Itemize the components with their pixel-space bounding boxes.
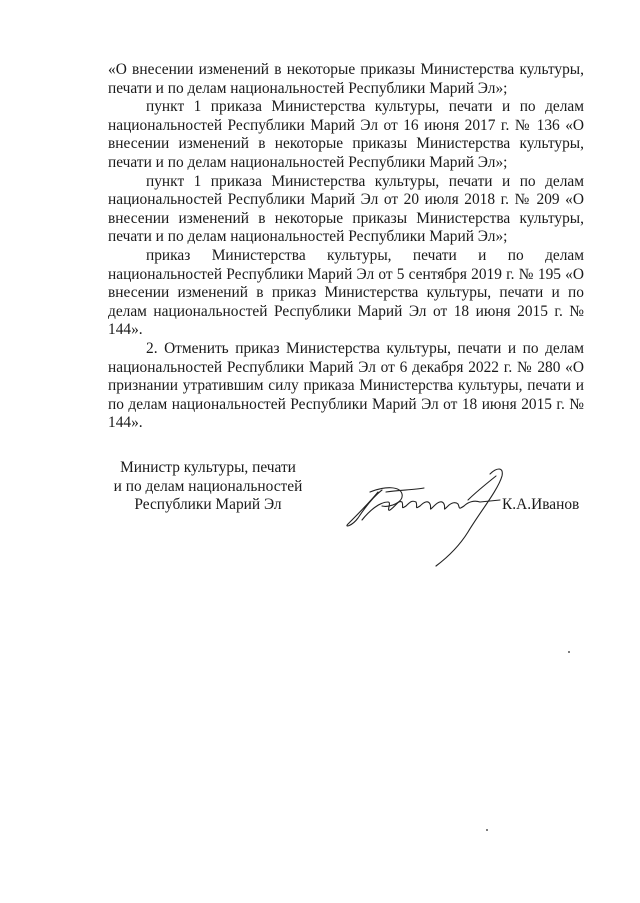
paragraph: пункт 1 приказа Министерства культуры, печати и по делам национальностей Республики Марий Эл от 16 июня 2017 г. № 136 «О внесении изменений в некоторые приказы Министерства культуры, печати и по делам национальностей Республики Марий Эл»; [108, 98, 584, 171]
paragraph: пункт 1 приказа Министерства культуры, печати и по делам национальностей Республики Марий Эл от 20 июля 2018 г. № 209 «О внесении изменений в некоторые приказы Министерства культуры, печати и по делам национальностей Республики Марий Эл»; [108, 172, 584, 246]
paragraph: 2. Отменить приказ Министерства культуры, печати и по делам национальностей Республики Марий Эл от 6 декабря 2022 г. № 280 «О признании утратившим силу приказа Министерства культуры, печати и по делам национальностей Республики Марий Эл от 18 июня 2015 г. № 144». [108, 339, 584, 432]
scan-speck [568, 651, 570, 653]
document-body [108, 61, 584, 433]
paragraph: «О внесении изменений в некоторые приказы Министерства культуры, печати и по делам национальностей Республики Марий Эл»; [108, 61, 584, 97]
signer-name: К.А.Иванов [502, 496, 580, 513]
position-line: и по делам национальностей [113, 477, 303, 495]
handwritten-signature [340, 462, 520, 572]
scan-speck [486, 829, 488, 831]
position-line: Республики Марий Эл [134, 496, 282, 514]
position-line: Министр культуры, печати [120, 459, 296, 476]
paragraph: приказ Министерства культуры, печати и по делам национальностей Республики Марий Эл от 5 сентября 2019 г. № 195 «О внесении изменений в приказ Министерства культуры, печати и по делам национальностей Республики Марий Эл от 18 июня 2015 г. № 144». [108, 246, 584, 339]
signatory-position [108, 459, 308, 515]
